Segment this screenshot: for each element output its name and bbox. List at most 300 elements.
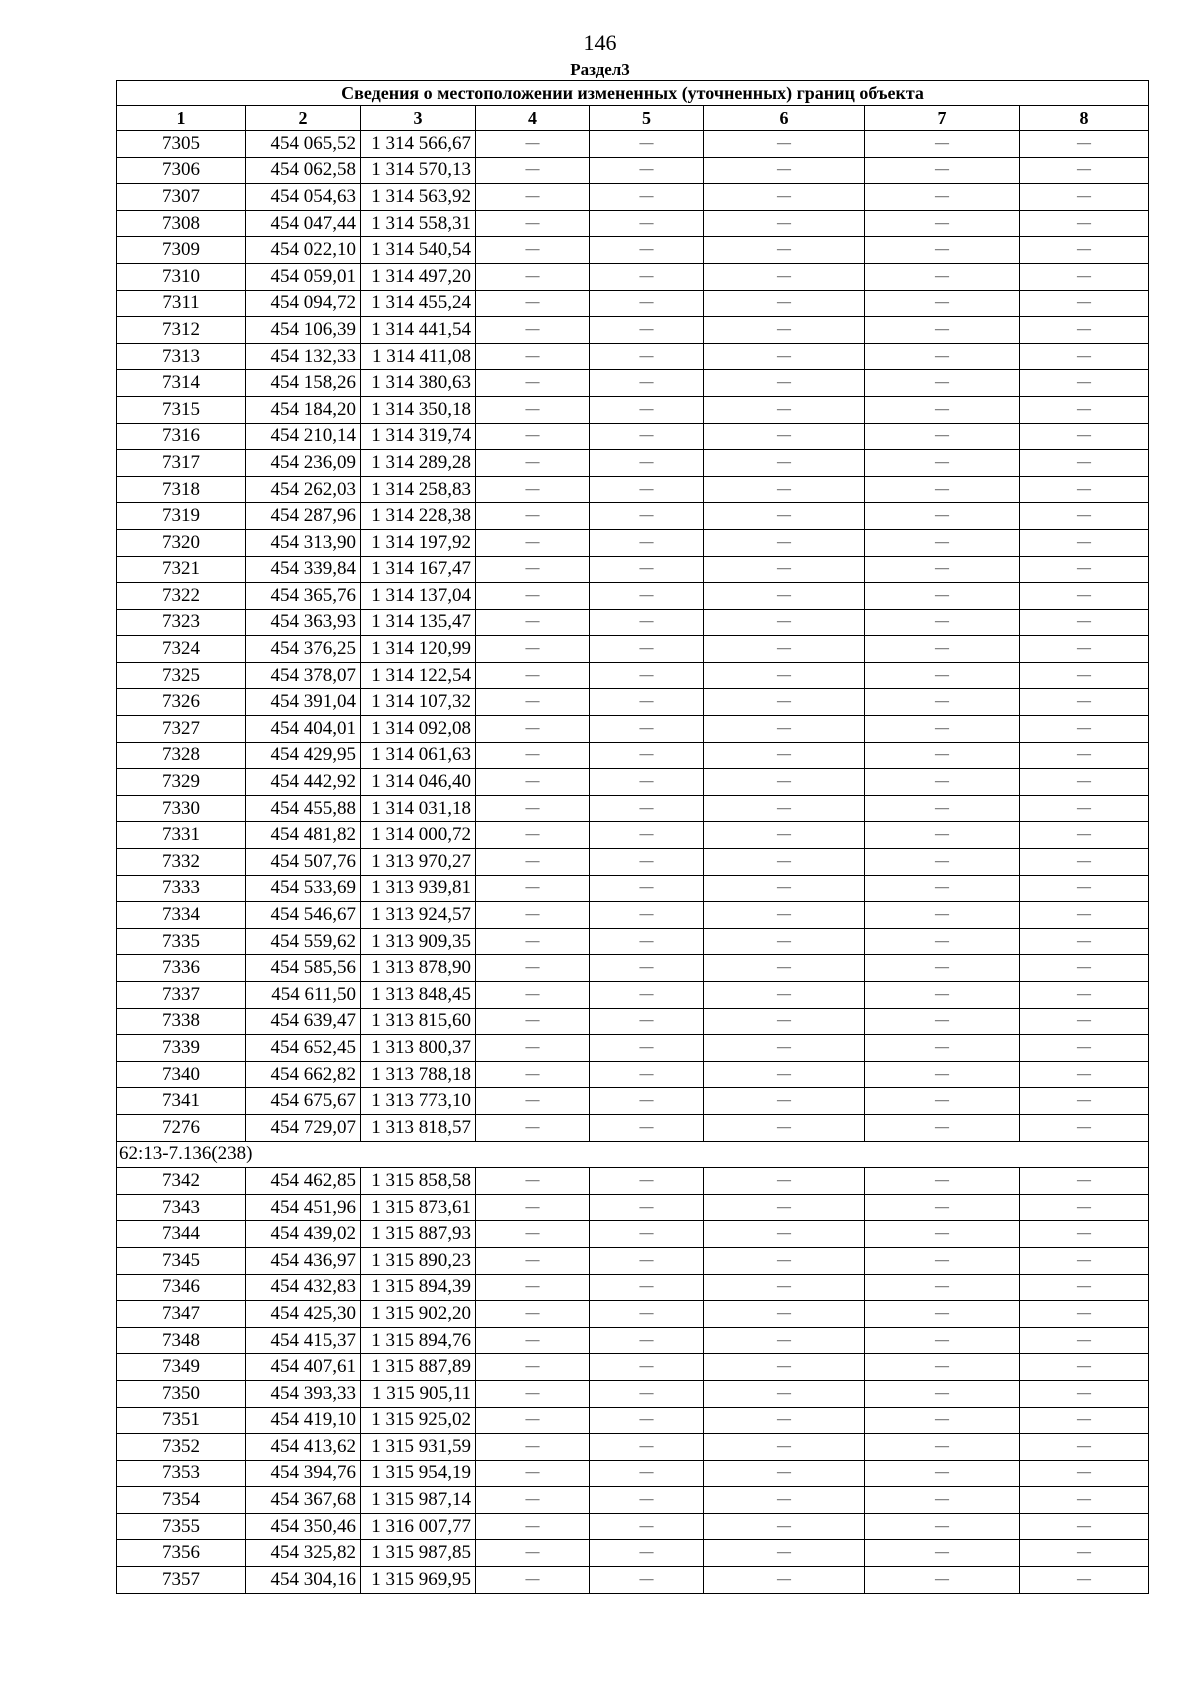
empty-value-dash: — <box>1020 450 1149 477</box>
empty-value-dash: — <box>704 343 865 370</box>
empty-value-dash: — <box>476 370 590 397</box>
empty-value-dash: — <box>590 716 704 743</box>
empty-value-dash: — <box>1020 1008 1149 1035</box>
table-row <box>117 1061 1149 1088</box>
empty-value-dash: — <box>704 742 865 769</box>
x-coordinate-cell: 454 436,97 <box>246 1247 361 1274</box>
empty-value-dash: — <box>865 955 1020 982</box>
y-coordinate-cell: 1 315 987,85 <box>361 1540 476 1567</box>
empty-value-dash: — <box>590 849 704 876</box>
column-header: 6 <box>704 106 865 131</box>
point-number-cell: 7345 <box>117 1247 246 1274</box>
empty-value-dash: — <box>865 1513 1020 1540</box>
x-coordinate-cell: 454 047,44 <box>246 210 361 237</box>
empty-value-dash: — <box>704 1513 865 1540</box>
empty-value-dash: — <box>865 928 1020 955</box>
y-coordinate-cell: 1 315 894,39 <box>361 1274 476 1301</box>
table-row <box>117 131 1149 158</box>
empty-value-dash: — <box>1020 503 1149 530</box>
empty-value-dash: — <box>1020 955 1149 982</box>
empty-value-dash: — <box>1020 1567 1149 1594</box>
empty-value-dash: — <box>590 1354 704 1381</box>
empty-value-dash: — <box>476 1460 590 1487</box>
table-row <box>117 396 1149 423</box>
empty-value-dash: — <box>1020 716 1149 743</box>
x-coordinate-cell: 454 429,95 <box>246 742 361 769</box>
y-coordinate-cell: 1 314 197,92 <box>361 529 476 556</box>
empty-value-dash: — <box>590 529 704 556</box>
empty-value-dash: — <box>704 131 865 158</box>
empty-value-dash: — <box>590 1247 704 1274</box>
empty-value-dash: — <box>590 583 704 610</box>
y-coordinate-cell: 1 314 107,32 <box>361 689 476 716</box>
y-coordinate-cell: 1 313 773,10 <box>361 1088 476 1115</box>
empty-value-dash: — <box>590 742 704 769</box>
empty-value-dash: — <box>704 476 865 503</box>
x-coordinate-cell: 454 094,72 <box>246 290 361 317</box>
empty-value-dash: — <box>1020 1114 1149 1141</box>
empty-value-dash: — <box>590 1114 704 1141</box>
empty-value-dash: — <box>1020 1301 1149 1328</box>
empty-value-dash: — <box>704 450 865 477</box>
empty-value-dash: — <box>704 1247 865 1274</box>
empty-value-dash: — <box>1020 1460 1149 1487</box>
point-number-cell: 7327 <box>117 716 246 743</box>
point-number-cell: 7321 <box>117 556 246 583</box>
empty-value-dash: — <box>1020 1168 1149 1195</box>
empty-value-dash: — <box>590 317 704 344</box>
point-number-cell: 7314 <box>117 370 246 397</box>
x-coordinate-cell: 454 287,96 <box>246 503 361 530</box>
empty-value-dash: — <box>1020 1274 1149 1301</box>
empty-value-dash: — <box>704 556 865 583</box>
column-header: 4 <box>476 106 590 131</box>
y-coordinate-cell: 1 314 000,72 <box>361 822 476 849</box>
y-coordinate-cell: 1 314 319,74 <box>361 423 476 450</box>
point-number-cell: 7347 <box>117 1301 246 1328</box>
empty-value-dash: — <box>476 1354 590 1381</box>
x-coordinate-cell: 454 365,76 <box>246 583 361 610</box>
empty-value-dash: — <box>704 1354 865 1381</box>
empty-value-dash: — <box>704 583 865 610</box>
y-coordinate-cell: 1 314 120,99 <box>361 636 476 663</box>
coordinates-table <box>116 80 1149 1594</box>
empty-value-dash: — <box>865 1168 1020 1195</box>
empty-value-dash: — <box>476 982 590 1009</box>
x-coordinate-cell: 454 262,03 <box>246 476 361 503</box>
y-coordinate-cell: 1 314 441,54 <box>361 317 476 344</box>
table-row <box>117 1221 1149 1248</box>
table-row <box>117 742 1149 769</box>
empty-value-dash: — <box>704 396 865 423</box>
x-coordinate-cell: 454 451,96 <box>246 1194 361 1221</box>
empty-value-dash: — <box>476 583 590 610</box>
point-number-cell: 7334 <box>117 902 246 929</box>
empty-value-dash: — <box>865 503 1020 530</box>
empty-value-dash: — <box>590 210 704 237</box>
empty-value-dash: — <box>704 1327 865 1354</box>
x-coordinate-cell: 454 533,69 <box>246 875 361 902</box>
y-coordinate-cell: 1 315 890,23 <box>361 1247 476 1274</box>
x-coordinate-cell: 454 184,20 <box>246 396 361 423</box>
empty-value-dash: — <box>865 1008 1020 1035</box>
empty-value-dash: — <box>476 263 590 290</box>
table-row <box>117 1380 1149 1407</box>
group-row <box>117 1141 1149 1168</box>
empty-value-dash: — <box>476 1407 590 1434</box>
empty-value-dash: — <box>704 529 865 556</box>
x-coordinate-cell: 454 404,01 <box>246 716 361 743</box>
empty-value-dash: — <box>865 450 1020 477</box>
y-coordinate-cell: 1 313 815,60 <box>361 1008 476 1035</box>
x-coordinate-cell: 454 415,37 <box>246 1327 361 1354</box>
empty-value-dash: — <box>476 1567 590 1594</box>
empty-value-dash: — <box>865 1354 1020 1381</box>
empty-value-dash: — <box>865 742 1020 769</box>
table-row <box>117 849 1149 876</box>
point-number-cell: 7348 <box>117 1327 246 1354</box>
x-coordinate-cell: 454 675,67 <box>246 1088 361 1115</box>
empty-value-dash: — <box>865 875 1020 902</box>
y-coordinate-cell: 1 314 566,67 <box>361 131 476 158</box>
empty-value-dash: — <box>704 1035 865 1062</box>
empty-value-dash: — <box>865 131 1020 158</box>
empty-value-dash: — <box>1020 1513 1149 1540</box>
empty-value-dash: — <box>1020 423 1149 450</box>
empty-value-dash: — <box>1020 1434 1149 1461</box>
empty-value-dash: — <box>704 636 865 663</box>
empty-value-dash: — <box>704 237 865 264</box>
empty-value-dash: — <box>865 689 1020 716</box>
empty-value-dash: — <box>865 1194 1020 1221</box>
point-number-cell: 7306 <box>117 157 246 184</box>
empty-value-dash: — <box>704 503 865 530</box>
empty-value-dash: — <box>1020 1327 1149 1354</box>
point-number-cell: 7333 <box>117 875 246 902</box>
empty-value-dash: — <box>704 849 865 876</box>
empty-value-dash: — <box>704 875 865 902</box>
y-coordinate-cell: 1 314 380,63 <box>361 370 476 397</box>
empty-value-dash: — <box>590 343 704 370</box>
empty-value-dash: — <box>590 689 704 716</box>
empty-value-dash: — <box>865 157 1020 184</box>
table-row <box>117 1114 1149 1141</box>
empty-value-dash: — <box>1020 290 1149 317</box>
table-row <box>117 689 1149 716</box>
column-header: 5 <box>590 106 704 131</box>
point-number-cell: 7322 <box>117 583 246 610</box>
point-number-cell: 7330 <box>117 795 246 822</box>
y-coordinate-cell: 1 314 540,54 <box>361 237 476 264</box>
empty-value-dash: — <box>704 1301 865 1328</box>
empty-value-dash: — <box>476 716 590 743</box>
table-row <box>117 636 1149 663</box>
empty-value-dash: — <box>590 795 704 822</box>
empty-value-dash: — <box>865 1301 1020 1328</box>
table-title: Сведения о местоположении измененных (уточненных) границ объекта <box>117 81 1149 106</box>
y-coordinate-cell: 1 313 788,18 <box>361 1061 476 1088</box>
empty-value-dash: — <box>590 450 704 477</box>
empty-value-dash: — <box>590 476 704 503</box>
point-number-cell: 7332 <box>117 849 246 876</box>
empty-value-dash: — <box>476 636 590 663</box>
empty-value-dash: — <box>476 1513 590 1540</box>
empty-value-dash: — <box>590 928 704 955</box>
empty-value-dash: — <box>865 1327 1020 1354</box>
empty-value-dash: — <box>1020 769 1149 796</box>
empty-value-dash: — <box>865 636 1020 663</box>
y-coordinate-cell: 1 314 092,08 <box>361 716 476 743</box>
empty-value-dash: — <box>476 609 590 636</box>
empty-value-dash: — <box>1020 131 1149 158</box>
table-row <box>117 237 1149 264</box>
empty-value-dash: — <box>704 317 865 344</box>
empty-value-dash: — <box>704 1008 865 1035</box>
x-coordinate-cell: 454 393,33 <box>246 1380 361 1407</box>
point-number-cell: 7350 <box>117 1380 246 1407</box>
empty-value-dash: — <box>704 955 865 982</box>
point-number-cell: 7346 <box>117 1274 246 1301</box>
y-coordinate-cell: 1 315 873,61 <box>361 1194 476 1221</box>
point-number-cell: 7305 <box>117 131 246 158</box>
x-coordinate-cell: 454 158,26 <box>246 370 361 397</box>
empty-value-dash: — <box>590 131 704 158</box>
empty-value-dash: — <box>865 1487 1020 1514</box>
table-row <box>117 928 1149 955</box>
empty-value-dash: — <box>1020 849 1149 876</box>
empty-value-dash: — <box>1020 1221 1149 1248</box>
empty-value-dash: — <box>1020 662 1149 689</box>
empty-value-dash: — <box>1020 263 1149 290</box>
empty-value-dash: — <box>476 1008 590 1035</box>
point-number-cell: 7352 <box>117 1434 246 1461</box>
empty-value-dash: — <box>1020 1354 1149 1381</box>
x-coordinate-cell: 454 363,93 <box>246 609 361 636</box>
table-row <box>117 370 1149 397</box>
empty-value-dash: — <box>1020 237 1149 264</box>
table-row <box>117 343 1149 370</box>
empty-value-dash: — <box>865 263 1020 290</box>
y-coordinate-cell: 1 314 258,83 <box>361 476 476 503</box>
empty-value-dash: — <box>476 1540 590 1567</box>
table-row <box>117 1088 1149 1115</box>
table-row <box>117 423 1149 450</box>
y-coordinate-cell: 1 315 858,58 <box>361 1168 476 1195</box>
empty-value-dash: — <box>476 1168 590 1195</box>
point-number-cell: 7318 <box>117 476 246 503</box>
point-number-cell: 7356 <box>117 1540 246 1567</box>
table-row <box>117 529 1149 556</box>
empty-value-dash: — <box>865 662 1020 689</box>
empty-value-dash: — <box>590 184 704 211</box>
empty-value-dash: — <box>476 210 590 237</box>
empty-value-dash: — <box>1020 875 1149 902</box>
point-number-cell: 7355 <box>117 1513 246 1540</box>
empty-value-dash: — <box>704 1407 865 1434</box>
y-coordinate-cell: 1 313 939,81 <box>361 875 476 902</box>
empty-value-dash: — <box>865 370 1020 397</box>
x-coordinate-cell: 454 481,82 <box>246 822 361 849</box>
y-coordinate-cell: 1 315 905,11 <box>361 1380 476 1407</box>
empty-value-dash: — <box>590 1567 704 1594</box>
empty-value-dash: — <box>476 157 590 184</box>
empty-value-dash: — <box>476 928 590 955</box>
empty-value-dash: — <box>704 1380 865 1407</box>
empty-value-dash: — <box>704 1460 865 1487</box>
empty-value-dash: — <box>476 902 590 929</box>
x-coordinate-cell: 454 425,30 <box>246 1301 361 1328</box>
empty-value-dash: — <box>476 1380 590 1407</box>
table-row <box>117 290 1149 317</box>
empty-value-dash: — <box>1020 210 1149 237</box>
empty-value-dash: — <box>476 237 590 264</box>
empty-value-dash: — <box>865 849 1020 876</box>
x-coordinate-cell: 454 546,67 <box>246 902 361 929</box>
empty-value-dash: — <box>704 662 865 689</box>
empty-value-dash: — <box>476 343 590 370</box>
x-coordinate-cell: 454 132,33 <box>246 343 361 370</box>
empty-value-dash: — <box>476 1434 590 1461</box>
x-coordinate-cell: 454 611,50 <box>246 982 361 1009</box>
y-coordinate-cell: 1 313 800,37 <box>361 1035 476 1062</box>
y-coordinate-cell: 1 314 228,38 <box>361 503 476 530</box>
y-coordinate-cell: 1 314 558,31 <box>361 210 476 237</box>
empty-value-dash: — <box>704 1221 865 1248</box>
point-number-cell: 7335 <box>117 928 246 955</box>
table-row <box>117 1327 1149 1354</box>
table-row <box>117 902 1149 929</box>
empty-value-dash: — <box>590 237 704 264</box>
empty-value-dash: — <box>476 795 590 822</box>
point-number-cell: 7349 <box>117 1354 246 1381</box>
empty-value-dash: — <box>1020 1380 1149 1407</box>
y-coordinate-cell: 1 315 894,76 <box>361 1327 476 1354</box>
empty-value-dash: — <box>704 157 865 184</box>
point-number-cell: 7341 <box>117 1088 246 1115</box>
point-number-cell: 7317 <box>117 450 246 477</box>
empty-value-dash: — <box>704 609 865 636</box>
empty-value-dash: — <box>1020 689 1149 716</box>
empty-value-dash: — <box>476 131 590 158</box>
empty-value-dash: — <box>476 1088 590 1115</box>
empty-value-dash: — <box>865 1380 1020 1407</box>
x-coordinate-cell: 454 304,16 <box>246 1567 361 1594</box>
x-coordinate-cell: 454 376,25 <box>246 636 361 663</box>
empty-value-dash: — <box>476 849 590 876</box>
x-coordinate-cell: 454 350,46 <box>246 1513 361 1540</box>
empty-value-dash: — <box>1020 343 1149 370</box>
empty-value-dash: — <box>1020 795 1149 822</box>
empty-value-dash: — <box>704 210 865 237</box>
y-coordinate-cell: 1 315 987,14 <box>361 1487 476 1514</box>
y-coordinate-cell: 1 315 954,19 <box>361 1460 476 1487</box>
point-number-cell: 7316 <box>117 423 246 450</box>
table-row <box>117 822 1149 849</box>
x-coordinate-cell: 454 339,84 <box>246 556 361 583</box>
y-coordinate-cell: 1 315 925,02 <box>361 1407 476 1434</box>
table-row <box>117 1407 1149 1434</box>
empty-value-dash: — <box>865 822 1020 849</box>
empty-value-dash: — <box>1020 1035 1149 1062</box>
empty-value-dash: — <box>704 982 865 1009</box>
empty-value-dash: — <box>1020 609 1149 636</box>
table-row <box>117 1274 1149 1301</box>
point-number-cell: 7307 <box>117 184 246 211</box>
empty-value-dash: — <box>704 1567 865 1594</box>
point-number-cell: 7324 <box>117 636 246 663</box>
empty-value-dash: — <box>704 1061 865 1088</box>
empty-value-dash: — <box>1020 1247 1149 1274</box>
empty-value-dash: — <box>704 1088 865 1115</box>
empty-value-dash: — <box>476 1035 590 1062</box>
x-coordinate-cell: 454 062,58 <box>246 157 361 184</box>
point-number-cell: 7340 <box>117 1061 246 1088</box>
table-row <box>117 1567 1149 1594</box>
x-coordinate-cell: 454 419,10 <box>246 1407 361 1434</box>
table-row <box>117 1194 1149 1221</box>
empty-value-dash: — <box>865 982 1020 1009</box>
x-coordinate-cell: 454 022,10 <box>246 237 361 264</box>
x-coordinate-cell: 454 065,52 <box>246 131 361 158</box>
empty-value-dash: — <box>476 1194 590 1221</box>
empty-value-dash: — <box>1020 1487 1149 1514</box>
empty-value-dash: — <box>590 1407 704 1434</box>
empty-value-dash: — <box>590 1194 704 1221</box>
empty-value-dash: — <box>590 1380 704 1407</box>
x-coordinate-cell: 454 367,68 <box>246 1487 361 1514</box>
y-coordinate-cell: 1 313 970,27 <box>361 849 476 876</box>
table-row <box>117 982 1149 1009</box>
table-row <box>117 184 1149 211</box>
y-coordinate-cell: 1 314 570,13 <box>361 157 476 184</box>
y-coordinate-cell: 1 315 902,20 <box>361 1301 476 1328</box>
table-row <box>117 1460 1149 1487</box>
empty-value-dash: — <box>704 795 865 822</box>
empty-value-dash: — <box>1020 184 1149 211</box>
empty-value-dash: — <box>865 716 1020 743</box>
y-coordinate-cell: 1 315 887,93 <box>361 1221 476 1248</box>
table-row <box>117 476 1149 503</box>
point-number-cell: 7357 <box>117 1567 246 1594</box>
x-coordinate-cell: 454 325,82 <box>246 1540 361 1567</box>
column-header: 1 <box>117 106 246 131</box>
point-number-cell: 7323 <box>117 609 246 636</box>
table-row <box>117 716 1149 743</box>
empty-value-dash: — <box>1020 928 1149 955</box>
empty-value-dash: — <box>476 1221 590 1248</box>
empty-value-dash: — <box>590 503 704 530</box>
empty-value-dash: — <box>1020 317 1149 344</box>
empty-value-dash: — <box>476 1247 590 1274</box>
empty-value-dash: — <box>590 1301 704 1328</box>
empty-value-dash: — <box>476 822 590 849</box>
empty-value-dash: — <box>590 423 704 450</box>
x-coordinate-cell: 454 442,92 <box>246 769 361 796</box>
empty-value-dash: — <box>865 1434 1020 1461</box>
empty-value-dash: — <box>865 1221 1020 1248</box>
empty-value-dash: — <box>704 423 865 450</box>
empty-value-dash: — <box>590 982 704 1009</box>
empty-value-dash: — <box>476 317 590 344</box>
x-coordinate-cell: 454 378,07 <box>246 662 361 689</box>
table-row <box>117 662 1149 689</box>
empty-value-dash: — <box>476 1061 590 1088</box>
empty-value-dash: — <box>590 370 704 397</box>
point-number-cell: 7344 <box>117 1221 246 1248</box>
y-coordinate-cell: 1 314 411,08 <box>361 343 476 370</box>
page-number: 146 <box>583 30 617 55</box>
empty-value-dash: — <box>865 1035 1020 1062</box>
